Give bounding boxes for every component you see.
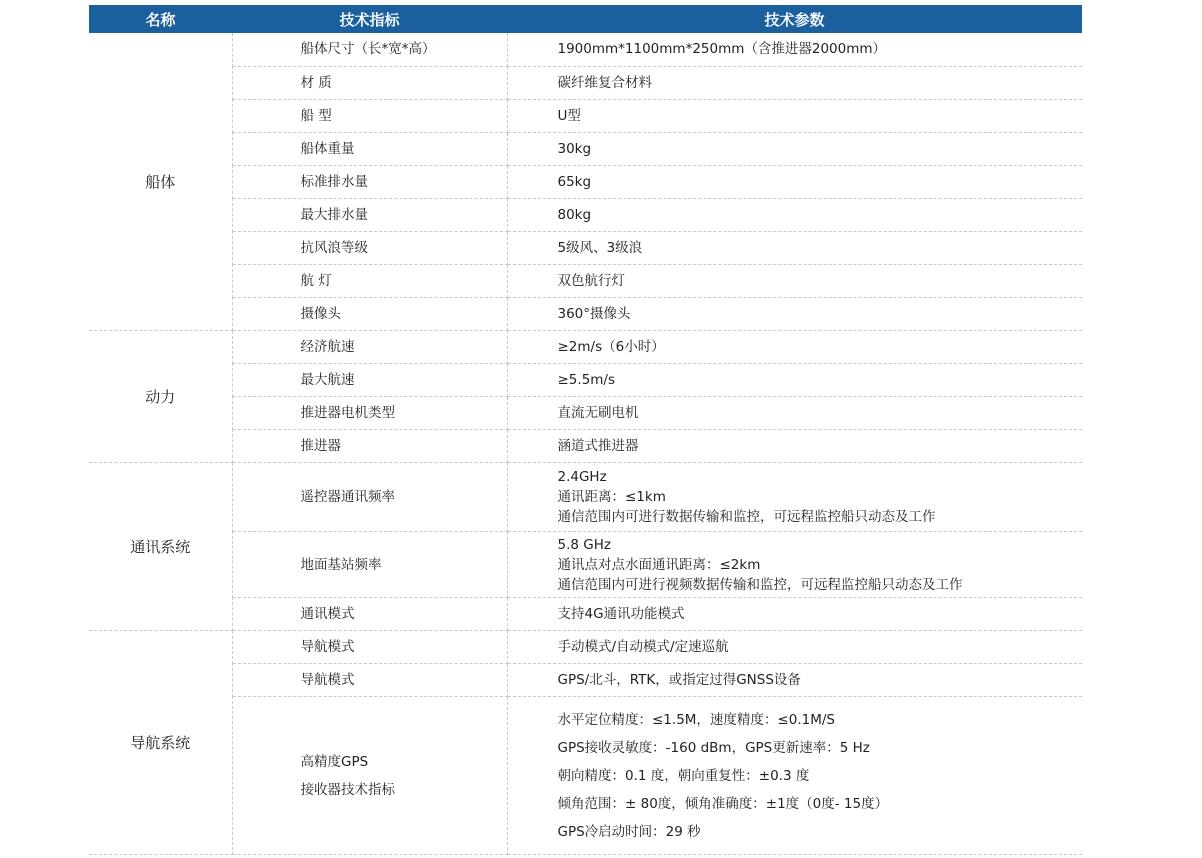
row-item: 抗风浪等级 <box>232 231 507 264</box>
row-value <box>507 532 1082 598</box>
row-item: 航 灯 <box>232 264 507 297</box>
row-value: 360°摄像头 <box>507 297 1082 330</box>
row-value: 1900mm*1100mm*250mm（含推进器2000mm） <box>507 33 1082 66</box>
value-line: GPS冷启动时间：29 秒 <box>557 823 701 840</box>
header-name: 名称 <box>89 5 232 33</box>
row-item: 通讯模式 <box>232 598 507 631</box>
table-row <box>89 331 1082 364</box>
row-item <box>232 697 507 855</box>
table-row <box>89 66 1082 99</box>
table-row <box>89 132 1082 165</box>
row-value: 65kg <box>507 165 1082 198</box>
table-row <box>89 697 1082 855</box>
row-value <box>507 697 1082 855</box>
table-row <box>89 198 1082 231</box>
table-row <box>89 532 1082 598</box>
table-row <box>89 33 1082 66</box>
row-value: 支持4G通讯功能模式 <box>507 598 1082 631</box>
table-row <box>89 397 1082 430</box>
spec-table <box>89 5 1082 855</box>
row-item: 地面基站频率 <box>232 532 507 598</box>
value-line: 通讯点对点水面通讯距离：≤2km <box>557 556 761 573</box>
group-nav: 导航系统 <box>89 631 232 855</box>
item-line: 高精度GPS <box>300 753 369 770</box>
table-row <box>89 165 1082 198</box>
table-row <box>89 664 1082 697</box>
row-value: 手动模式/自动模式/定速巡航 <box>507 631 1082 664</box>
row-value: 涵道式推进器 <box>507 430 1082 463</box>
value-line: 倾角范围：± 80度，倾角准确度：±1度（0度- 15度） <box>557 795 889 812</box>
row-item: 船 型 <box>232 99 507 132</box>
row-item: 遥控器通讯频率 <box>232 463 507 532</box>
header-indicator: 技术指标 <box>232 5 507 33</box>
row-value: 80kg <box>507 198 1082 231</box>
table-row <box>89 364 1082 397</box>
table-row <box>89 463 1082 532</box>
row-item: 经济航速 <box>232 331 507 364</box>
row-value: GPS/北斗，RTK，或指定过得GNSS设备 <box>507 664 1082 697</box>
item-line: 接收器技术指标 <box>300 781 395 798</box>
row-item: 船体重量 <box>232 132 507 165</box>
value-line: 朝向精度：0.1 度，朝向重复性：±0.3 度 <box>557 767 810 784</box>
table-row <box>89 99 1082 132</box>
value-line: 通信范围内可进行数据传输和监控，可远程监控船只动态及工作 <box>557 509 936 525</box>
table-row <box>89 598 1082 631</box>
row-value: ≥5.5m/s <box>507 364 1082 397</box>
row-item: 标准排水量 <box>232 165 507 198</box>
row-value: 碳纤维复合材料 <box>507 66 1082 99</box>
table-row <box>89 264 1082 297</box>
row-item: 摄像头 <box>232 297 507 330</box>
value-line: 2.4GHz <box>557 469 607 485</box>
row-item: 推进器电机类型 <box>232 397 507 430</box>
row-item: 导航模式 <box>232 631 507 664</box>
value-line: 通讯距离：≤1km <box>557 489 666 505</box>
group-comm: 通讯系统 <box>89 463 232 631</box>
row-value: 5级风、3级浪 <box>507 231 1082 264</box>
group-hull: 船体 <box>89 33 232 331</box>
value-line: GPS接收灵敏度：-160 dBm，GPS更新速率：5 Hz <box>557 739 870 756</box>
table-row <box>89 297 1082 330</box>
group-power: 动力 <box>89 331 232 463</box>
header-parameter: 技术参数 <box>507 5 1082 33</box>
row-item: 材 质 <box>232 66 507 99</box>
table-row <box>89 231 1082 264</box>
value-line: 5.8 GHz <box>557 536 611 553</box>
row-value: 30kg <box>507 132 1082 165</box>
table-row <box>89 430 1082 463</box>
value-line: 通信范围内可进行视频数据传输和监控，可远程监控船只动态及工作 <box>557 576 963 593</box>
row-item: 最大航速 <box>232 364 507 397</box>
table-row <box>89 631 1082 664</box>
table-header-row <box>89 5 1082 33</box>
value-line: 水平定位精度：≤1.5M，速度精度：≤0.1M/S <box>557 711 835 728</box>
row-value: ≥2m/s（6小时） <box>507 331 1082 364</box>
row-value <box>507 463 1082 532</box>
row-value: U型 <box>507 99 1082 132</box>
row-item: 船体尺寸（长*宽*高） <box>232 33 507 66</box>
row-value: 双色航行灯 <box>507 264 1082 297</box>
row-item: 导航模式 <box>232 664 507 697</box>
row-value: 直流无刷电机 <box>507 397 1082 430</box>
row-item: 推进器 <box>232 430 507 463</box>
row-item: 最大排水量 <box>232 198 507 231</box>
